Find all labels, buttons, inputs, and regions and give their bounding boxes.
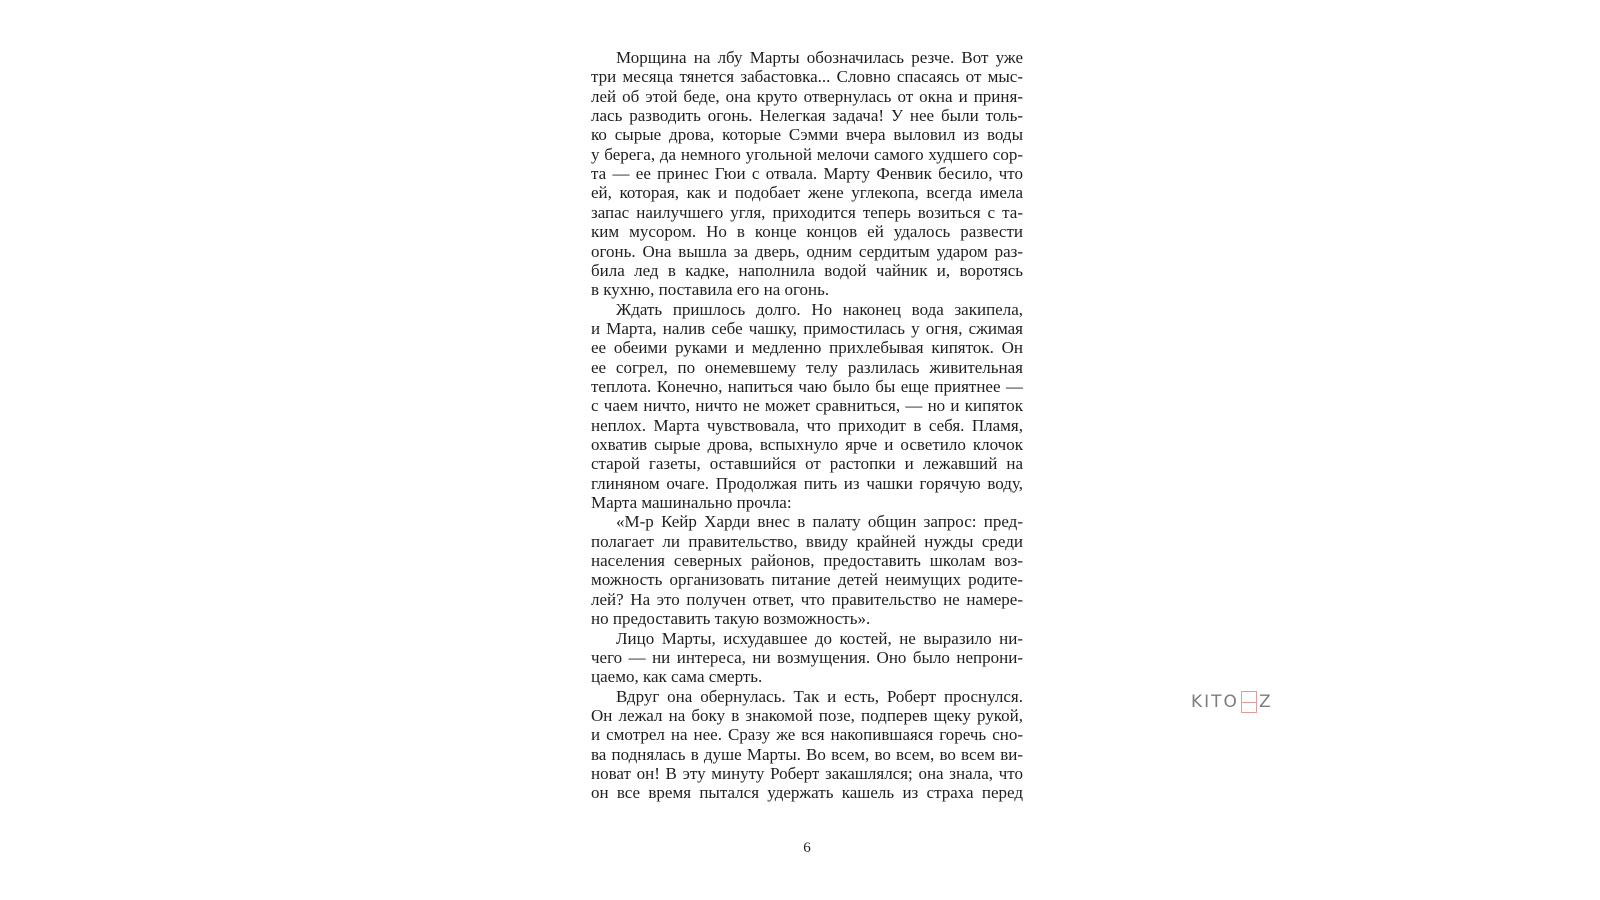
text-line: и Марта, налив себе чашку, примостилась у огня, сжимая xyxy=(591,318,1023,338)
text-line: Ждать пришлось долго. Но наконец вода закипела, xyxy=(616,299,1023,319)
text-line: лей об этой беде, она круто отвернулась от окна и приня- xyxy=(591,86,1023,106)
text-line: Вдруг она обернулась. Так и есть, Роберт проснулся. xyxy=(616,686,1023,706)
text-line: Он лежал на боку в знакомой позе, подперев щеку рукой, xyxy=(591,705,1023,725)
text-line: лей? На это получен ответ, что правительство не намере- xyxy=(591,589,1023,609)
text-line: глиняном очаге. Продолжая пить из чашки горячую воду, xyxy=(591,473,1023,493)
text-line: с чаем ничто, ничто не может сравниться, — но и кипяток xyxy=(591,396,1023,416)
text-line: «М-р Кейр Харди внес в палату общин запрос: пред- xyxy=(616,512,1023,532)
text-line: ким мусором. Но в конце концов ей удалось развести xyxy=(591,222,1023,242)
text-line: он все время пытался удержать кашель из страха перед xyxy=(591,783,1023,803)
watermark-logo-icon xyxy=(1241,691,1257,713)
watermark-prefix: KITO xyxy=(1191,692,1239,712)
text-line: и смотрел на нее. Сразу же вся накопившаяся горечь сно- xyxy=(591,725,1023,745)
watermark-suffix: Z xyxy=(1258,692,1273,712)
text-line: ее согрел, по онемевшему телу разлилась живительная xyxy=(591,357,1023,377)
page-number: 6 xyxy=(803,840,811,856)
text-line: полагает ли правительство, ввиду крайней нужды среди xyxy=(591,531,1023,551)
text-line: лась разводить огонь. Нелегкая задача! У нее были толь- xyxy=(591,106,1023,126)
text-line: населения северных районов, предоставить школам воз- xyxy=(591,551,1023,571)
text-line: старой газеты, оставшийся от растопки и лежавший на xyxy=(591,454,1023,474)
text-line: цаемо, как сама смерть. xyxy=(591,667,763,687)
text-line: три месяца тянется забастовка... Словно спасаясь от мыс- xyxy=(591,67,1023,87)
text-line: можность организовать питание детей неимущих родите- xyxy=(591,570,1023,590)
text-line: Морщина на лбу Марты обозначилась резче. Вот уже xyxy=(616,48,1023,67)
text-line: неплох. Марта чувствовала, что приходит в себя. Пламя, xyxy=(591,415,1023,435)
book-page xyxy=(591,48,1023,864)
text-line: Марта машинально прочла: xyxy=(591,493,792,513)
text-line: Лицо Марты, исхудавшее до костей, не выразило ни- xyxy=(616,628,1023,648)
text-line: но предоставить такую возможность». xyxy=(591,609,871,629)
kitobz-watermark xyxy=(1191,689,1273,715)
text-line: била лед в кадке, наполнила водой чайник и, воротясь xyxy=(591,260,1023,280)
text-line: та — ее принес Гюи с отвала. Марту Фенвик бесило, что xyxy=(591,164,1023,184)
text-line: у берега, да немного угольной мелочи самого худшего сор- xyxy=(591,144,1023,164)
text-line: ее обеими руками и медленно прихлебывая кипяток. Он xyxy=(591,338,1023,358)
text-line: охватив сырые дрова, вспыхнуло ярче и осветило клочок xyxy=(591,435,1023,454)
text-line: теплота. Конечно, напиться чаю было бы еще приятнее — xyxy=(591,376,1023,396)
text-line: новат он! В эту минуту Роберт закашлялся; она знала, что xyxy=(591,763,1023,783)
text-line: запас наилучшего угля, приходится теперь возиться с та- xyxy=(591,202,1023,222)
text-line: ко сырые дрова, которые Сэмми вчера выловил из воды xyxy=(591,125,1023,145)
text-line: в кухню, поставила его на огонь. xyxy=(591,280,830,300)
text-line: ва поднялась в душе Марты. Во всем, во всем, во всем ви- xyxy=(591,744,1023,764)
text-line: огонь. Она вышла за дверь, одним сердитым ударом раз- xyxy=(591,241,1023,261)
text-line: чего — ни интереса, ни возмущения. Оно было непрони- xyxy=(591,647,1023,667)
text-line: ей, которая, как и подобает жене углекопа, всегда имела xyxy=(591,183,1023,203)
